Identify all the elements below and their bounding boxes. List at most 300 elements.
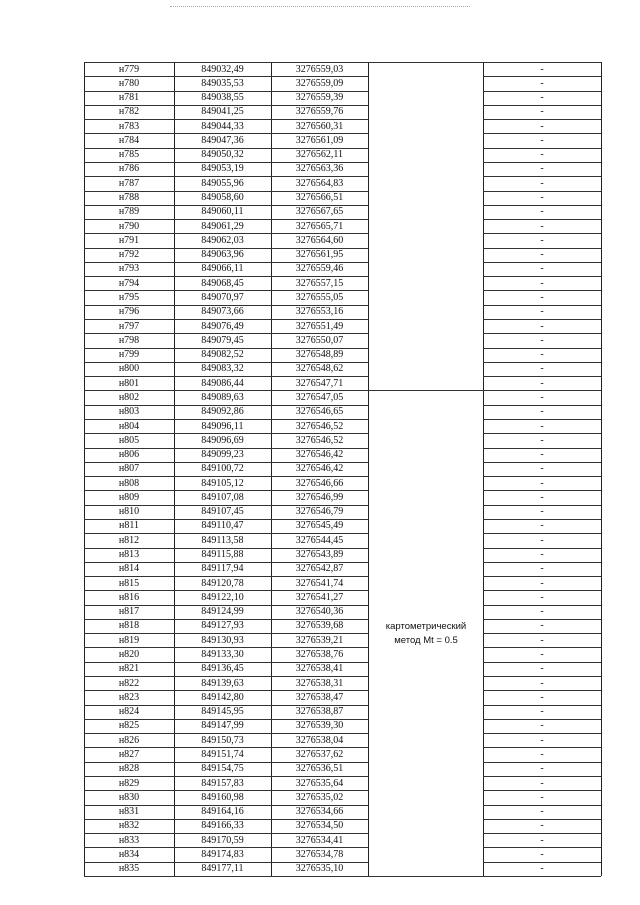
table-border-horizontal (84, 405, 368, 406)
point-id: н790 (118, 220, 140, 232)
coord-y: 3276550,07 (295, 334, 344, 346)
coord-y: 3276534,50 (295, 820, 344, 832)
coord-x: 849122,10 (201, 591, 244, 603)
point-id: н783 (118, 120, 140, 132)
point-id: н796 (118, 306, 140, 318)
table-border-horizontal (483, 376, 601, 377)
coord-x: 849110,47 (201, 520, 244, 532)
accuracy-dash: - (540, 606, 544, 618)
table-border-horizontal (84, 719, 368, 720)
coord-x: 849083,32 (201, 363, 244, 375)
table-border-horizontal (84, 819, 368, 820)
coord-y: 3276559,03 (295, 63, 344, 75)
table-border-horizontal (483, 819, 601, 820)
table-border-horizontal (84, 262, 368, 263)
point-id: н801 (118, 377, 140, 389)
table-border-horizontal (483, 790, 601, 791)
table-border-horizontal (483, 205, 601, 206)
point-id: н803 (118, 406, 140, 418)
coord-x: 849060,11 (201, 206, 244, 218)
table-border-horizontal (483, 233, 601, 234)
table-border-horizontal (483, 448, 601, 449)
table-border-horizontal (483, 647, 601, 648)
point-id: н833 (118, 834, 140, 846)
accuracy-dash: - (540, 106, 544, 118)
coord-x: 849174,83 (201, 848, 244, 860)
coord-y: 3276546,52 (295, 420, 344, 432)
point-id: н832 (118, 820, 140, 832)
coord-x: 849107,08 (201, 491, 244, 503)
coord-y: 3276559,76 (295, 106, 344, 118)
coord-y: 3276546,42 (295, 463, 344, 475)
point-id: н827 (118, 748, 140, 760)
accuracy-dash: - (540, 77, 544, 89)
accuracy-dash: - (540, 377, 544, 389)
table-border-horizontal (84, 219, 368, 220)
table-border-horizontal (84, 305, 368, 306)
table-border-vertical (368, 62, 369, 876)
coord-x: 849151,74 (201, 748, 244, 760)
table-border-horizontal (84, 533, 368, 534)
point-id: н815 (118, 577, 140, 589)
table-border-horizontal (84, 233, 368, 234)
coord-x: 849096,69 (201, 434, 244, 446)
coord-x: 849142,80 (201, 691, 244, 703)
table-border-horizontal (84, 133, 368, 134)
coord-x: 849105,12 (201, 477, 244, 489)
coord-x: 849099,23 (201, 449, 244, 461)
coord-x: 849130,93 (201, 634, 244, 646)
point-id: н823 (118, 691, 140, 703)
table-border-horizontal (84, 162, 368, 163)
table-border-horizontal (84, 747, 368, 748)
table-border-horizontal (483, 162, 601, 163)
table-border-horizontal (483, 91, 601, 92)
table-border-horizontal (84, 805, 368, 806)
coord-x: 849066,11 (201, 263, 244, 275)
coord-y: 3276561,09 (295, 134, 344, 146)
method-column-border (368, 876, 483, 877)
accuracy-dash: - (540, 92, 544, 104)
point-id: н789 (118, 206, 140, 218)
table-border-horizontal (84, 733, 368, 734)
table-border-horizontal (84, 633, 368, 634)
table-border-horizontal (84, 91, 368, 92)
accuracy-dash: - (540, 406, 544, 418)
point-id: н818 (118, 620, 140, 632)
table-border-horizontal (483, 490, 601, 491)
coord-x: 849124,99 (201, 606, 244, 618)
table-border-horizontal (84, 762, 368, 763)
table-border-horizontal (483, 476, 601, 477)
coord-x: 849150,73 (201, 734, 244, 746)
coord-x: 849096,11 (201, 420, 244, 432)
table-border-horizontal (84, 362, 368, 363)
point-id: н804 (118, 420, 140, 432)
table-border-horizontal (84, 790, 368, 791)
coord-y: 3276538,41 (295, 663, 344, 675)
scan-artifact (170, 6, 470, 11)
accuracy-dash: - (540, 434, 544, 446)
coord-x: 849041,25 (201, 106, 244, 118)
point-id: н802 (118, 391, 140, 403)
coord-x: 849050,32 (201, 149, 244, 161)
point-id: н830 (118, 791, 140, 803)
table-border-horizontal (483, 191, 601, 192)
accuracy-dash: - (540, 320, 544, 332)
coord-x: 849145,95 (201, 706, 244, 718)
accuracy-dash: - (540, 806, 544, 818)
table-border-horizontal (483, 862, 601, 863)
accuracy-dash: - (540, 720, 544, 732)
coord-x: 849147,99 (201, 720, 244, 732)
point-id: н781 (118, 92, 140, 104)
table-border-horizontal (84, 333, 368, 334)
table-border-horizontal (483, 662, 601, 663)
point-id: н825 (118, 720, 140, 732)
table-border-horizontal (483, 719, 601, 720)
coord-x: 849117,94 (201, 563, 244, 575)
coord-y: 3276539,68 (295, 620, 344, 632)
coord-y: 3276535,10 (295, 863, 344, 875)
accuracy-dash: - (540, 577, 544, 589)
coord-y: 3276540,36 (295, 606, 344, 618)
accuracy-dash: - (540, 463, 544, 475)
point-id: н782 (118, 106, 140, 118)
coord-x: 849063,96 (201, 249, 244, 261)
point-id: н794 (118, 277, 140, 289)
accuracy-dash: - (540, 206, 544, 218)
coord-x: 849076,49 (201, 320, 244, 332)
point-id: н819 (118, 634, 140, 646)
accuracy-dash: - (540, 734, 544, 746)
table-border-horizontal (483, 362, 601, 363)
point-id: н791 (118, 234, 140, 246)
accuracy-dash: - (540, 634, 544, 646)
accuracy-dash: - (540, 477, 544, 489)
accuracy-dash: - (540, 620, 544, 632)
accuracy-dash: - (540, 291, 544, 303)
accuracy-dash: - (540, 134, 544, 146)
table-border-horizontal (483, 76, 601, 77)
accuracy-dash: - (540, 306, 544, 318)
coord-x: 849086,44 (201, 377, 244, 389)
table-border-horizontal (84, 419, 368, 420)
accuracy-dash: - (540, 177, 544, 189)
accuracy-dash: - (540, 777, 544, 789)
table-border-horizontal (483, 419, 601, 420)
coord-y: 3276559,09 (295, 77, 344, 89)
coord-y: 3276546,66 (295, 477, 344, 489)
accuracy-dash: - (540, 648, 544, 660)
coord-y: 3276539,21 (295, 634, 344, 646)
coord-x: 849058,60 (201, 192, 244, 204)
coord-x: 849157,83 (201, 777, 244, 789)
table-border-horizontal (483, 805, 601, 806)
accuracy-dash: - (540, 820, 544, 832)
accuracy-dash: - (540, 363, 544, 375)
table-border-horizontal (483, 690, 601, 691)
table-border-horizontal (84, 562, 368, 563)
point-id: н813 (118, 549, 140, 561)
accuracy-dash: - (540, 277, 544, 289)
accuracy-dash: - (540, 163, 544, 175)
table-border-horizontal (84, 248, 368, 249)
table-border-horizontal (483, 576, 601, 577)
table-border-horizontal (84, 476, 368, 477)
table-border-horizontal (483, 533, 601, 534)
table-border-horizontal (84, 148, 368, 149)
table-border-horizontal (84, 505, 368, 506)
coord-y: 3276546,99 (295, 491, 344, 503)
point-id: н792 (118, 249, 140, 261)
coord-y: 3276535,02 (295, 791, 344, 803)
accuracy-dash: - (540, 420, 544, 432)
table-border-horizontal (483, 262, 601, 263)
table-border-horizontal (483, 776, 601, 777)
point-id: н805 (118, 434, 140, 446)
coord-x: 849136,45 (201, 663, 244, 675)
point-id: н787 (118, 177, 140, 189)
point-id: н826 (118, 734, 140, 746)
coord-x: 849079,45 (201, 334, 244, 346)
method-line-1: картометрический (385, 621, 467, 632)
table-border-horizontal (84, 376, 368, 377)
accuracy-dash: - (540, 534, 544, 546)
coord-x: 849113,58 (201, 534, 244, 546)
table-border-horizontal (483, 433, 601, 434)
table-border-horizontal (84, 462, 368, 463)
coord-x: 849154,75 (201, 763, 244, 775)
table-border-horizontal (84, 690, 368, 691)
accuracy-dash: - (540, 549, 544, 561)
accuracy-dash: - (540, 234, 544, 246)
coord-y: 3276559,39 (295, 92, 344, 104)
point-id: н797 (118, 320, 140, 332)
accuracy-dash: - (540, 120, 544, 132)
coord-y: 3276538,31 (295, 677, 344, 689)
table-border-horizontal (483, 733, 601, 734)
point-id: н779 (118, 63, 140, 75)
accuracy-dash: - (540, 863, 544, 875)
table-border-horizontal (483, 333, 601, 334)
coord-y: 3276538,04 (295, 734, 344, 746)
coord-x: 849070,97 (201, 291, 244, 303)
coord-x: 849120,78 (201, 577, 244, 589)
accuracy-dash: - (540, 691, 544, 703)
coord-y: 3276560,31 (295, 120, 344, 132)
table-border-horizontal (483, 119, 601, 120)
coord-x: 849035,53 (201, 77, 244, 89)
table-border-horizontal (84, 62, 368, 63)
accuracy-dash: - (540, 334, 544, 346)
point-id: н800 (118, 363, 140, 375)
coord-y: 3276538,87 (295, 706, 344, 718)
accuracy-dash: - (540, 677, 544, 689)
point-id: н793 (118, 263, 140, 275)
table-border-horizontal (483, 248, 601, 249)
accuracy-dash: - (540, 834, 544, 846)
coord-x: 849127,93 (201, 620, 244, 632)
table-border-horizontal (483, 619, 601, 620)
coord-x: 849139,63 (201, 677, 244, 689)
table-border-horizontal (84, 862, 368, 863)
coord-y: 3276541,27 (295, 591, 344, 603)
table-border-horizontal (483, 390, 601, 391)
coord-x: 849100,72 (201, 463, 244, 475)
coord-x: 849115,88 (201, 549, 244, 561)
table-border-horizontal (483, 290, 601, 291)
table-border-horizontal (483, 562, 601, 563)
table-border-horizontal (84, 105, 368, 106)
coord-x: 849082,52 (201, 349, 244, 361)
table-border-horizontal (483, 676, 601, 677)
coord-x: 849055,96 (201, 177, 244, 189)
table-border-horizontal (84, 319, 368, 320)
accuracy-dash: - (540, 192, 544, 204)
accuracy-dash: - (540, 791, 544, 803)
coord-y: 3276534,41 (295, 834, 344, 846)
coord-y: 3276564,83 (295, 177, 344, 189)
coord-y: 3276562,11 (295, 149, 344, 161)
table-border-horizontal (84, 619, 368, 620)
point-id: н812 (118, 534, 140, 546)
point-id: н809 (118, 491, 140, 503)
table-border-horizontal (84, 705, 368, 706)
table-border-horizontal (84, 276, 368, 277)
coord-x: 849044,33 (201, 120, 244, 132)
coord-y: 3276559,46 (295, 263, 344, 275)
table-border-vertical (601, 62, 602, 876)
coord-y: 3276547,05 (295, 391, 344, 403)
coord-x: 849107,45 (201, 506, 244, 518)
table-border-horizontal (483, 462, 601, 463)
point-id: н780 (118, 77, 140, 89)
coord-x: 849073,66 (201, 306, 244, 318)
coord-y: 3276539,30 (295, 720, 344, 732)
coord-y: 3276545,49 (295, 520, 344, 532)
table-border-horizontal (483, 148, 601, 149)
coord-x: 849160,98 (201, 791, 244, 803)
table-border-horizontal (483, 605, 601, 606)
table-border-horizontal (84, 76, 368, 77)
table-border-horizontal (84, 647, 368, 648)
table-border-horizontal (483, 705, 601, 706)
table-border-horizontal (483, 762, 601, 763)
table-border-horizontal (84, 876, 368, 877)
table-border-horizontal (483, 105, 601, 106)
table-border-horizontal (84, 119, 368, 120)
coord-y: 3276561,95 (295, 249, 344, 261)
point-id: н795 (118, 291, 140, 303)
coord-y: 3276535,64 (295, 777, 344, 789)
point-id: н824 (118, 706, 140, 718)
point-id: н817 (118, 606, 140, 618)
coord-x: 849062,03 (201, 234, 244, 246)
coord-y: 3276547,71 (295, 377, 344, 389)
table-border-horizontal (483, 133, 601, 134)
accuracy-dash: - (540, 506, 544, 518)
accuracy-dash: - (540, 563, 544, 575)
coord-y: 3276548,89 (295, 349, 344, 361)
table-border-horizontal (483, 548, 601, 549)
coord-x: 849166,33 (201, 820, 244, 832)
point-id: н834 (118, 848, 140, 860)
coord-y: 3276546,79 (295, 506, 344, 518)
table-border-horizontal (483, 519, 601, 520)
accuracy-dash: - (540, 520, 544, 532)
table-border-horizontal (84, 191, 368, 192)
point-id: н820 (118, 648, 140, 660)
point-id: н811 (119, 520, 139, 532)
coord-x: 849038,55 (201, 92, 244, 104)
table-border-horizontal (483, 876, 601, 877)
table-border-horizontal (84, 490, 368, 491)
point-id: н798 (118, 334, 140, 346)
coord-y: 3276537,62 (295, 748, 344, 760)
accuracy-dash: - (540, 349, 544, 361)
coord-y: 3276548,62 (295, 363, 344, 375)
accuracy-dash: - (540, 220, 544, 232)
accuracy-dash: - (540, 63, 544, 75)
method-column-border (368, 390, 483, 391)
table-border-horizontal (483, 847, 601, 848)
table-border-horizontal (84, 662, 368, 663)
coord-y: 3276567,65 (295, 206, 344, 218)
point-id: н831 (118, 806, 140, 818)
coord-y: 3276538,76 (295, 648, 344, 660)
point-id: н806 (118, 449, 140, 461)
table-border-horizontal (84, 290, 368, 291)
coord-y: 3276538,47 (295, 691, 344, 703)
method-column-border (368, 62, 483, 63)
coord-y: 3276544,45 (295, 534, 344, 546)
coord-y: 3276546,52 (295, 434, 344, 446)
table-border-horizontal (84, 548, 368, 549)
table-border-horizontal (483, 505, 601, 506)
table-border-horizontal (84, 348, 368, 349)
coord-y: 3276534,78 (295, 848, 344, 860)
table-border-horizontal (483, 833, 601, 834)
point-id: н807 (118, 463, 140, 475)
accuracy-dash: - (540, 491, 544, 503)
point-id: н788 (118, 192, 140, 204)
table-border-horizontal (483, 319, 601, 320)
coord-x: 849177,11 (201, 863, 244, 875)
coord-y: 3276541,74 (295, 577, 344, 589)
coord-y: 3276551,49 (295, 320, 344, 332)
point-id: н828 (118, 763, 140, 775)
accuracy-dash: - (540, 663, 544, 675)
accuracy-dash: - (540, 706, 544, 718)
point-id: н822 (118, 677, 140, 689)
coord-y: 3276565,71 (295, 220, 344, 232)
coord-x: 849089,63 (201, 391, 244, 403)
coord-x: 849164,16 (201, 806, 244, 818)
coord-x: 849032,49 (201, 63, 244, 75)
table-border-horizontal (84, 390, 368, 391)
coord-y: 3276553,16 (295, 306, 344, 318)
table-border-horizontal (483, 590, 601, 591)
table-border-horizontal (84, 833, 368, 834)
table-border-horizontal (483, 62, 601, 63)
table-border-horizontal (483, 219, 601, 220)
accuracy-dash: - (540, 249, 544, 261)
accuracy-dash: - (540, 591, 544, 603)
accuracy-dash: - (540, 763, 544, 775)
point-id: н814 (118, 563, 140, 575)
table-border-horizontal (483, 405, 601, 406)
